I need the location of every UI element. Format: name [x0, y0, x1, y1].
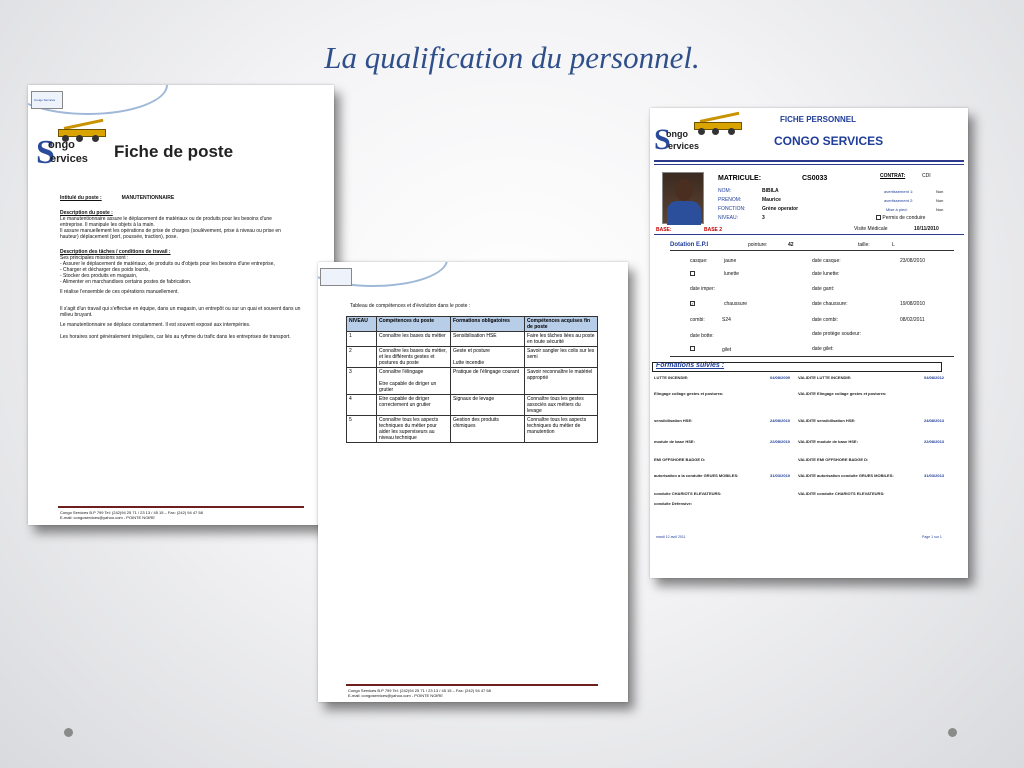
taches-line: - Assurer le déplacement de matériaux, de produits ou d'objets pour les besoins d'une entreprise, — [60, 261, 275, 267]
formation-date: 22/08/2010 — [770, 439, 791, 444]
formation-row — [654, 418, 964, 424]
formation-row — [654, 501, 964, 507]
table-row — [347, 395, 598, 416]
combi-value: S24 — [722, 317, 731, 323]
section-rule — [654, 234, 964, 235]
small-logo-text: Congo Services — [34, 98, 56, 102]
date-soudeur-label: date protège soudeur: — [812, 331, 861, 337]
taches-line: - Charger et décharger des poids lourds, — [60, 267, 150, 273]
mise-a-pied-value: Non — [936, 207, 944, 212]
table-cell: Sensibilisation HSE — [451, 332, 525, 347]
formation-name: module de base HSE: — [654, 439, 695, 444]
mise-a-pied-label: Mise à pied: — [886, 207, 908, 212]
company-name: CONGO SERVICES — [774, 134, 884, 148]
formation-name: sensibilisation HSE: — [654, 418, 693, 423]
description-line: Le manutentionnaire assure le déplacement de matériaux ou de produits pour les besoins d'une — [60, 216, 272, 222]
formation-validity-date: 22/08/2013 — [924, 439, 945, 444]
taille-value: L — [892, 242, 895, 248]
small-logo — [320, 268, 352, 286]
small-logo — [31, 91, 63, 109]
description-line: Il assure manuellement les opérations de prise de charges (soulèvement, prise à niveau ou prise en — [60, 228, 281, 234]
prenom-value: Maurice — [762, 197, 781, 203]
taches-line: Ses principales missions sont : — [60, 255, 129, 261]
date-casque-value: 23/08/2010 — [900, 258, 926, 264]
base-value: BASE 2 — [704, 227, 723, 233]
pointure-value: 42 — [788, 242, 794, 248]
formation-validity-date: 04/08/2012 — [924, 375, 945, 380]
table-cell: 1 — [347, 332, 377, 347]
description-title: Description du poste : — [60, 210, 113, 216]
formation-name: conduite CHARIOTS ELEVATEURS: — [654, 491, 722, 496]
description-line: entreprise. Il manipule les objets à la main. — [60, 222, 155, 228]
avertissement1-value: Non — [936, 189, 944, 194]
dotation-bottom-rule — [670, 356, 954, 357]
description-line: hauteur) déplacement (port, poussée, traction), pose. — [60, 234, 178, 240]
date-gilet-label: date gilet: — [812, 346, 834, 352]
date-chaussure-label: date chaussure: — [812, 301, 848, 307]
table-cell: 3 — [347, 368, 377, 395]
document-fiche-de-poste — [28, 85, 334, 525]
matricule-label: MATRICULE: — [718, 175, 762, 182]
table-cell: Pratique de l'élingage courant — [451, 368, 525, 395]
employee-photo — [662, 172, 704, 224]
footer-rule — [58, 506, 304, 508]
logo-line1: ongo — [48, 139, 75, 151]
paragraph: Le manutentionnaire se déplace constamment. Il est souvent exposé aux intempéries. — [60, 322, 251, 328]
date-imper-label: date imper: — [690, 286, 716, 292]
table-row — [347, 347, 598, 368]
lunette-label: lunette — [724, 271, 740, 277]
footer-date: mardi 12 avril 2011 — [656, 535, 686, 539]
avertissement2-label: avertissement 2: — [884, 198, 914, 203]
date-casque-label: date casque: — [812, 258, 841, 264]
fonction-value: Grène operator — [762, 206, 799, 212]
table-cell: Connaître tous les aspects techniques du métier de manutention — [525, 416, 598, 443]
logo-line1: ongo — [666, 129, 688, 139]
formation-validity-name: VALIDITE module de base HSE: — [798, 439, 858, 444]
fiche-title: FICHE PERSONNEL — [780, 115, 857, 124]
footer-rule — [346, 684, 598, 686]
permis-checkbox[interactable] — [876, 215, 881, 220]
slide-dot-right — [948, 728, 957, 737]
date-combi-label: date combi: — [812, 317, 838, 323]
table-cell: 5 — [347, 416, 377, 443]
congo-services-logo — [36, 134, 116, 171]
formation-validity-name: VALIDITE sensibilisation HSE: — [798, 418, 856, 423]
contrat-label: CONTRAT: — [880, 173, 906, 179]
nom-value: BIBILA — [762, 188, 779, 194]
formation-date: 04/08/2009 — [770, 375, 791, 380]
visite-label: Visite Médicale — [854, 226, 888, 232]
logo-s-mark: S — [654, 123, 671, 156]
formations-title: Formations suivies : — [656, 362, 725, 369]
prenom-label: PRENOM: — [718, 197, 742, 203]
formation-validity-name: VALIDITE EMI OFFSHORE BADGE D: — [798, 457, 869, 462]
formation-row — [654, 391, 964, 397]
formation-name: Elingage collage gestes et postures: — [654, 391, 724, 396]
logo-line2: ervices — [50, 153, 88, 165]
formation-row — [654, 457, 964, 463]
nom-label: NOM: — [718, 188, 732, 194]
date-combi-value: 08/02/2011 — [900, 317, 925, 323]
pointure-label: pointure: — [748, 242, 768, 248]
table-cell: Etre capable de diriger correctement un grutier — [377, 395, 451, 416]
table-row — [347, 416, 598, 443]
document-tableau-competences — [318, 262, 628, 702]
table-cell: Faire les tâches liées au poste en toute sécurité — [525, 332, 598, 347]
logo-line2: ervices — [668, 141, 700, 151]
date-gant-label: date gant: — [812, 286, 835, 292]
column-header: Compétences du poste — [377, 317, 451, 332]
slide-title: La qualification du personnel. — [324, 40, 700, 75]
footer-address: Congo Services B.P 799 Tel: (242)94 25 71 / 23 13 / 45 15 – Fax: (242) 94 47 58 — [348, 688, 491, 693]
table-cell: Gestion des produits chimiques — [451, 416, 525, 443]
formation-validity-name: VALIDITE autorisation conduite GRUES MOBILES: — [798, 473, 894, 478]
slide-dot-left — [64, 728, 73, 737]
header-rule — [654, 160, 964, 162]
formation-name: conduite Défensive: — [654, 501, 693, 506]
casque-label: casque: — [690, 258, 708, 264]
formation-row — [654, 439, 964, 445]
table-cell: Signaux de levage — [451, 395, 525, 416]
table-cell: Connaître tous les gestes associés aux métiers du levage — [525, 395, 598, 416]
formation-validity-name: VALIDITE LUTTE INCENDIE: — [798, 375, 852, 380]
base-label: BASE: — [656, 227, 672, 233]
logo-s-mark: S — [36, 134, 55, 171]
table-cell: Connaître les bases du métier — [377, 332, 451, 347]
gilet-checkbox[interactable] — [690, 346, 695, 351]
column-header: Formations obligatoires — [451, 317, 525, 332]
formation-name: EMI OFFSHORE BADGE D: — [654, 457, 706, 462]
table-cell: Savoir sangler les colis sur les semi — [525, 347, 598, 368]
fonction-label: FONCTION: — [718, 206, 746, 212]
table-cell: Savoir reconnaître le matériel approprié — [525, 368, 598, 395]
intitule-value: MANUTENTIONNAIRE — [121, 195, 175, 201]
paragraph: Les horaires sont généralement irréguliers, car liés au rythme du trafic dans les entreprises de transport. — [60, 334, 291, 340]
table-cell: Connaître les bases du métier, et les différents gestes et postures du poste — [377, 347, 451, 368]
avertissement1-label: avertissement 1: — [884, 189, 914, 194]
footer-address: Congo Services B.P 799 Tel: (242)94 25 71 / 23 13 / 45 15 – Fax: (242) 94 47 58 — [60, 510, 203, 515]
table-cell: Geste et posture Lutte incendie — [451, 347, 525, 368]
contrat-value: CDI — [922, 173, 931, 179]
permis-label: Permis de conduire — [882, 215, 926, 221]
formation-row — [654, 491, 964, 497]
formation-name: autorisation a la conduite GRUES MOBILES: — [654, 473, 739, 478]
visite-value: 10/11/2010 — [914, 226, 939, 232]
competences-table — [346, 316, 598, 443]
intitule-label: Intitulé du poste : — [60, 195, 102, 201]
paragraph: Il réalise l'ensemble de ces opérations manuellement. — [60, 289, 179, 295]
date-lunette-label: date lunette: — [812, 271, 840, 277]
table-cell: Connaître tous les aspects techniques du métier pour aider les superviseurs au niveau technique — [377, 416, 451, 443]
taille-label: taille: — [858, 242, 870, 248]
formation-name: LUTTE INCENDIE: — [654, 375, 689, 380]
table-header-row — [347, 317, 598, 332]
table-cell: 2 — [347, 347, 377, 368]
date-chaussure-value: 19/08/2010 — [900, 301, 926, 307]
document-fiche-personnel — [650, 108, 968, 578]
footer-page: Page 1 sur 1 — [922, 535, 942, 539]
table-intro: Tableau de compétences et d'évolution dans le poste : — [350, 303, 471, 309]
column-header: NIVEAU — [347, 317, 377, 332]
gilet-label: gilet — [722, 347, 732, 353]
table-cell: 4 — [347, 395, 377, 416]
footer-email: E-mail: congoservices@yahoo.com - POINTE NOIRE — [60, 515, 155, 520]
column-header: Compétences acquises fin de poste — [525, 317, 598, 332]
matricule-value: CS0033 — [802, 175, 828, 182]
formation-date: 24/08/2010 — [770, 418, 791, 423]
dotation-rule — [670, 250, 954, 251]
taches-line: - Stocker des produits en magasin, — [60, 273, 138, 279]
combi-label: combi: — [690, 317, 705, 323]
formation-row — [654, 375, 964, 381]
table-cell: Connaître l'élingage Etre capable de diriger un grutier — [377, 368, 451, 395]
table-row — [347, 368, 598, 395]
footer-email: E-mail: congoservices@yahoo.com - POINTE NOIRE — [348, 693, 443, 698]
paragraph: Il s'agit d'un travail qui s'effectue en équipe, dans un magasin, un entrepôt ou sur un quai et souvent dans un — [60, 306, 301, 312]
niveau-label: NIVEAU: — [718, 215, 739, 221]
formation-validity-date: 24/08/2013 — [924, 418, 945, 423]
date-botte-label: date botte: — [690, 333, 714, 339]
formation-validity-date: 31/03/2013 — [924, 473, 945, 478]
lunette-checkbox[interactable] — [690, 271, 695, 276]
chaussure-checkbox[interactable]: ✓ — [691, 301, 695, 306]
casque-value: jaune — [724, 258, 737, 264]
header-rule — [654, 164, 964, 165]
avertissement2-value: Non — [936, 198, 944, 203]
crane-logo — [690, 114, 750, 136]
taches-line: - Alimenter en marchandises certains postes de fabrication. — [60, 279, 192, 285]
niveau-value: 3 — [762, 215, 765, 221]
formation-validity-name: VALIDITE conduite CHARIOTS ELEVATEURS: — [798, 491, 885, 496]
chaussure-label: chaussure — [724, 301, 748, 307]
formation-validity-name: VALIDITE Elingage collage gestes et postures: — [798, 391, 887, 396]
formation-row — [654, 473, 964, 479]
paragraph: milieu bruyant. — [60, 312, 93, 318]
table-row — [347, 332, 598, 347]
dotation-label: Dotation E.P.I — [670, 242, 709, 248]
page-heading: Fiche de poste — [114, 142, 234, 161]
taches-title: Description des tâches / conditions de travail : — [60, 249, 171, 255]
formation-date: 31/03/2010 — [770, 473, 791, 478]
